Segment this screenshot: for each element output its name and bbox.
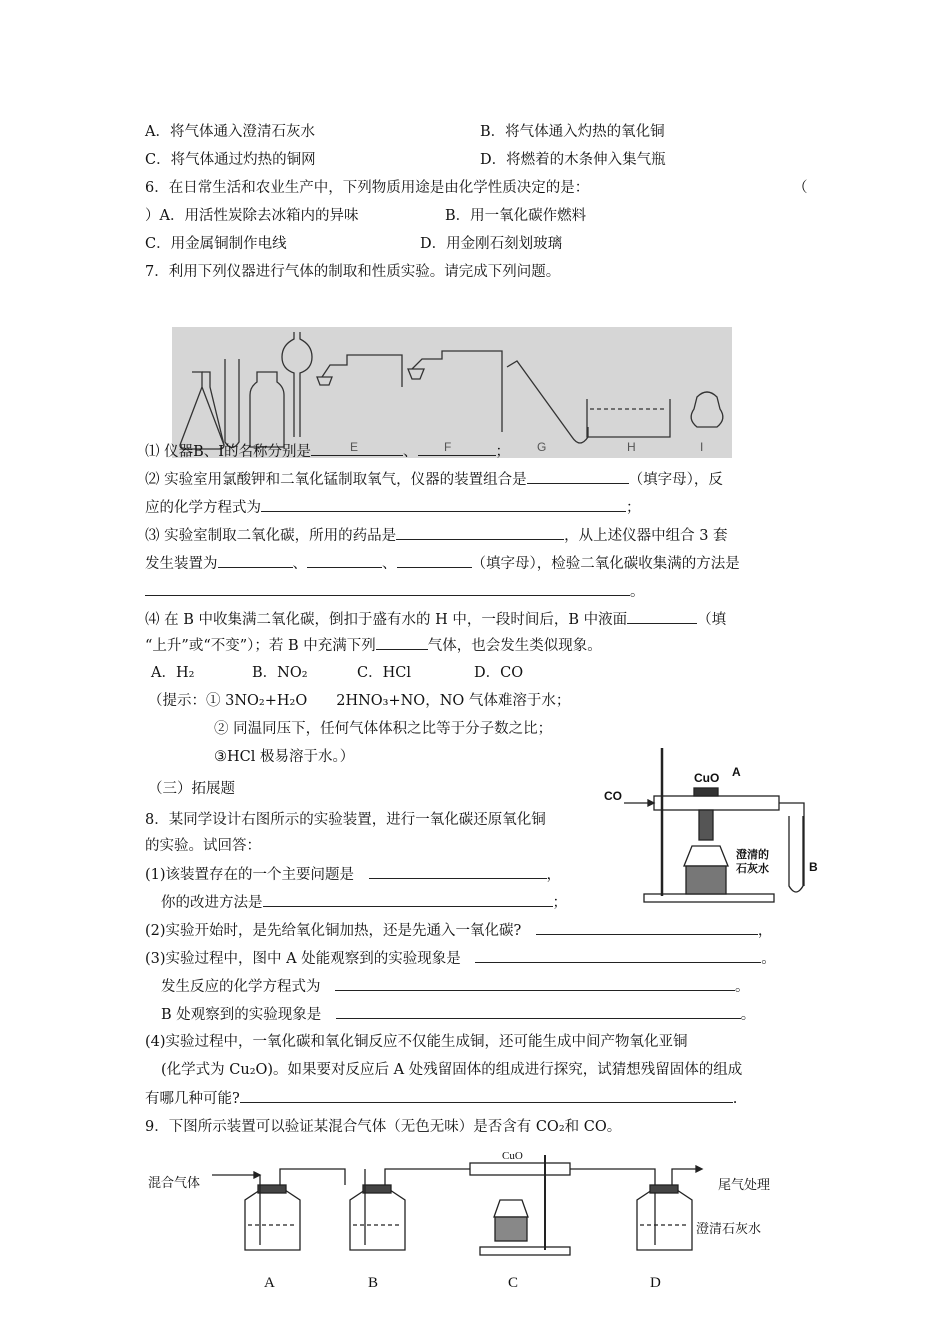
q7-part3-blank-1[interactable] [396, 525, 564, 540]
q5-option-d: D．将燃着的木条伸入集气瓶 [480, 152, 666, 168]
q8-part3-text: (3)实验过程中，图中 A 处能观察到的实验现象是 [145, 951, 461, 967]
q7-part2-text: ⑵ 实验室用氯酸钾和二氧化锰制取氧气，仪器的装置组合是 [145, 472, 527, 488]
q9-figure-label-c: C [508, 1275, 519, 1291]
q9-apparatus-figure [140, 1145, 800, 1295]
q8-part2-end: ， [757, 923, 773, 939]
q6-option-a: ）A．用活性炭除去冰箱内的异味 [145, 208, 359, 224]
q7-part3-apparatus-label: 发生装置为 [145, 556, 218, 572]
q9-figure-inlet: 混合气体 [148, 1175, 201, 1190]
q7-part3-sep-2: 、 [382, 556, 397, 572]
figure-label-i: I [700, 440, 704, 454]
q8-part3-equation: 发生反应的化学方程式为 [161, 979, 321, 995]
apparatus-figure [172, 327, 732, 458]
q8-part1-blank-2[interactable] [263, 892, 553, 907]
q7-part4-line2: “上升”或“不变”）；若 B 中充满下列 [145, 638, 376, 654]
apparatus-drawing [172, 327, 732, 458]
q8-stem-2: 的实验。试回答： [145, 838, 261, 854]
q8-part4-line3: 有哪几种可能? [145, 1091, 240, 1107]
q7-choice-d: D．CO [474, 665, 524, 681]
q7-choice-b: B．NO₂ [252, 665, 308, 681]
q7-part3-suffix: ，从上述仪器中组合 3 套 [564, 528, 728, 544]
q7-choice-c: C．HCl [357, 665, 411, 681]
q9-figure-label-d: D [650, 1275, 661, 1291]
q8-figure-a: A [732, 765, 741, 779]
q8-part3-blank-2[interactable] [335, 976, 735, 991]
q7-part1-blank-2[interactable] [418, 441, 496, 456]
q7-part2-end: ； [626, 500, 641, 516]
q9-figure-cuo: CuO [502, 1150, 523, 1162]
q7-part4-suffix: （填 [697, 612, 727, 628]
q7-part1-sep: 、 [403, 444, 418, 460]
q9-apparatus-drawing [140, 1145, 800, 1295]
q8-part3-b-text: B 处观察到的实验现象是 [161, 1007, 322, 1023]
q7-stem: 7．利用下列仪器进行气体的制取和性质实验。请完成下列问题。 [145, 264, 561, 280]
q7-hint-3: ③HCl 极易溶于水。） [214, 749, 355, 765]
q9-figure-lime: 澄清石灰水 [696, 1221, 762, 1236]
q7-hint-1: （提示：① 3NO₂+H₂O 2HNO₃+NO，NO 气体难溶于水； [148, 693, 571, 709]
q6-option-c: C．用金属铜制作电线 [145, 236, 287, 252]
q7-part3-blank-4[interactable] [397, 553, 472, 568]
q8-part1-end: ， [546, 867, 562, 883]
q7-part1-text: ⑴ 仪器B、I的名称分别是 [145, 444, 311, 460]
q7-part3-blank-2[interactable] [218, 553, 293, 568]
q8-figure-lime-1: 澄清的 [736, 849, 769, 861]
q7-part2-blank-2[interactable] [261, 497, 626, 512]
q6-stem: 6．在日常生活和农业生产中，下列物质用途是由化学性质决定的是： [145, 180, 590, 196]
q7-part2-equation-label: 应的化学方程式为 [145, 500, 261, 516]
q8-part2-blank[interactable] [536, 920, 758, 935]
q7-part3-text: ⑶ 实验室制取二氧化碳，所用的药品是 [145, 528, 397, 544]
q7-part2-suffix: （填字母），反 [628, 472, 723, 488]
q6-option-d: D．用金刚石刻划玻璃 [420, 236, 563, 252]
q9-figure-label-b: B [368, 1275, 379, 1291]
q7-part4-blank-2[interactable] [376, 635, 428, 650]
q8-stem-1: 8．某同学设计右图所示的实验装置，进行一氧化碳还原氧化铜 [145, 812, 546, 828]
q9-figure-outlet: 尾气处理 [718, 1177, 771, 1192]
q8-part1-improve: 你的改进方法是 [161, 895, 263, 911]
q5-option-c: C．将气体通过灼热的铜网 [145, 152, 316, 168]
q8-figure-cuo: CuO [694, 771, 720, 785]
q8-figure-co: CO [604, 789, 622, 803]
q6-option-b: B．用一氧化碳作燃料 [445, 208, 587, 224]
q7-part4-blank-1[interactable] [627, 609, 697, 624]
q9-stem: 9．下图所示装置可以验证某混合气体（无色无味）是否含有 CO₂和 CO。 [145, 1119, 622, 1135]
q7-part2-blank-1[interactable] [527, 469, 629, 484]
q9-figure-label-a: A [264, 1275, 275, 1291]
q7-hint-2: ② 同温同压下，任何气体体积之比等于分子数之比； [214, 721, 553, 737]
q8-part3-blank-1[interactable] [475, 948, 761, 963]
q7-choice-a: A．H₂ [151, 665, 195, 681]
q8-part1-text: (1)该装置存在的一个主要问题是 [145, 867, 355, 883]
q6-paren: （ [793, 180, 808, 196]
q5-option-a: A．将气体通入澄清石灰水 [145, 124, 315, 140]
q7-part3-method-label: （填字母），检验二氧化碳收集满的方法是 [471, 556, 740, 572]
q8-part4-blank[interactable] [240, 1088, 733, 1103]
q8-part1-improve-end: ； [552, 895, 567, 911]
q8-part3-equation-end: 。 [735, 979, 750, 995]
q8-part3-end: 。 [761, 951, 776, 967]
q8-part2-text: (2)实验开始时，是先给氧化铜加热，还是先通入一氧化碳? [145, 923, 522, 939]
q7-part3-blank-3[interactable] [307, 553, 382, 568]
q8-figure-lime-2: 石灰水 [736, 863, 769, 875]
figure-label-f: F [444, 440, 452, 454]
q7-part3-sep-1: 、 [292, 556, 307, 572]
q7-part4-line2-end: 气体，也会发生类似现象。 [427, 638, 602, 654]
q8-apparatus-figure [604, 746, 826, 908]
q7-part1-end: ； [495, 444, 510, 460]
q7-part4-text: ⑷ 在 B 中收集满二氧化碳，倒扣于盛有水的 H 中，一段时间后，B 中液面 [145, 612, 628, 628]
figure-label-h: H [627, 440, 636, 454]
q8-figure-b: B [809, 860, 818, 874]
q8-part4-line2: (化学式为 Cu₂O)。如果要对反应后 A 处残留固体的组成进行探究，试猜想残留固体的组成 [161, 1062, 743, 1078]
q8-part1-blank-1[interactable] [369, 864, 547, 879]
q8-part3-blank-3[interactable] [336, 1004, 741, 1019]
q5-option-b: B．将气体通入灼热的氧化铜 [480, 124, 665, 140]
q8-apparatus-drawing [604, 746, 826, 908]
section-title: （三）拓展题 [148, 781, 235, 797]
figure-label-e: E [350, 440, 359, 454]
q7-part3-end: 。 [630, 584, 645, 600]
q7-part1-blank-1[interactable] [311, 441, 403, 456]
q8-part4-end: . [732, 1091, 738, 1107]
figure-label-g: G [537, 440, 547, 454]
q8-part3-b-end: 。 [740, 1007, 756, 1023]
q8-part4-line1: (4)实验过程中，一氧化碳和氧化铜反应不仅能生成铜，还可能生成中间产物氧化亚铜 [145, 1034, 688, 1050]
q7-part3-blank-5[interactable] [145, 581, 630, 596]
